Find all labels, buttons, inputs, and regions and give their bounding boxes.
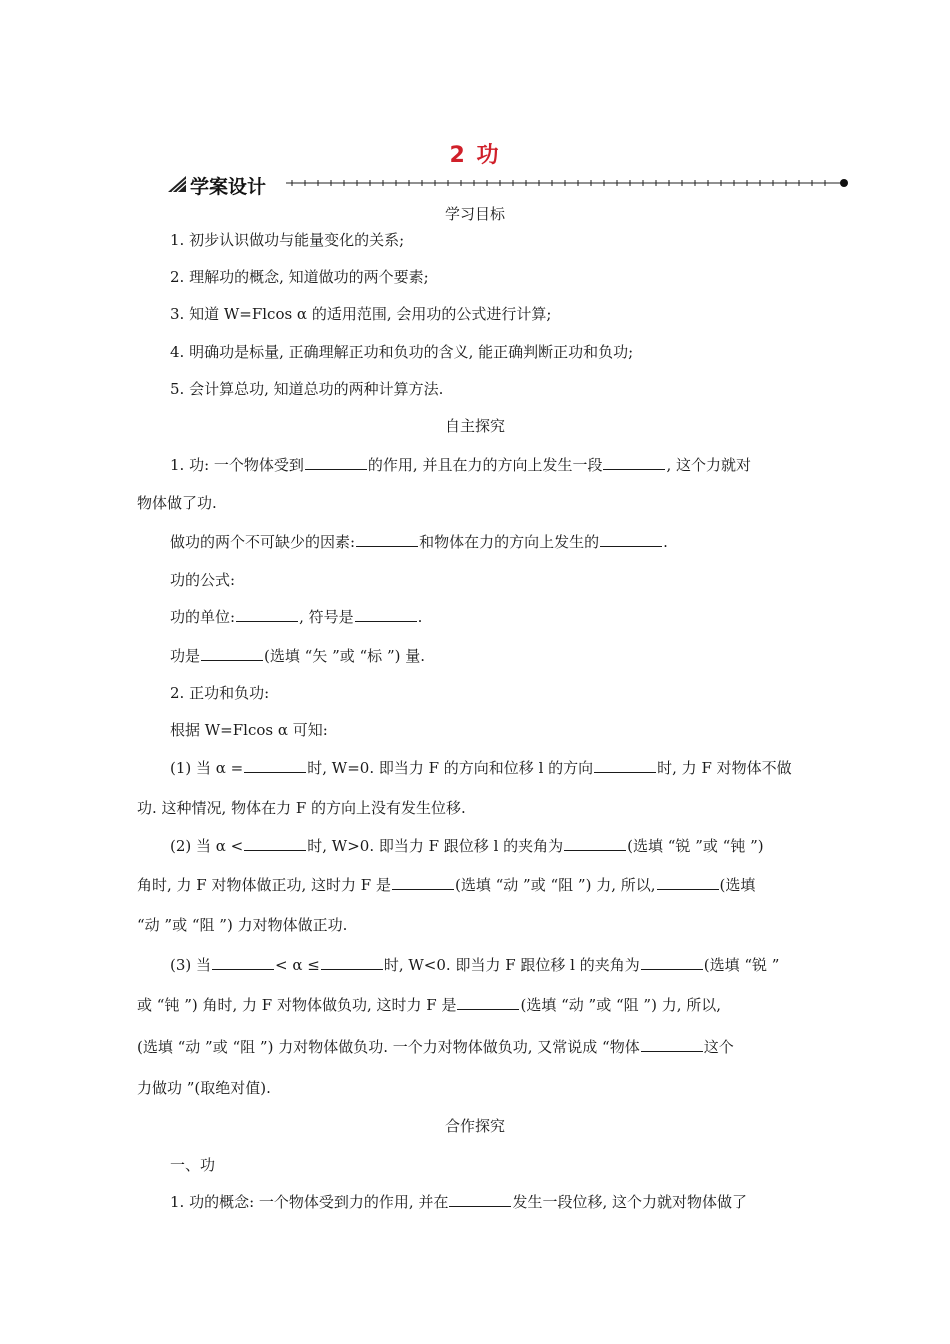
text: 时, W<0. 即当力 F 跟位移 l 的夹角为 bbox=[383, 956, 640, 974]
paragraph-line bbox=[170, 835, 764, 856]
paragraph-line bbox=[137, 1036, 734, 1057]
text: (选填 “动 ”或 “阻 ”) 力, 所以, bbox=[520, 996, 721, 1014]
text: . bbox=[417, 608, 423, 626]
text: 时, W=0. 即当力 F 的方向和位移 l 的方向 bbox=[307, 759, 594, 777]
fill-blank[interactable] bbox=[594, 758, 656, 773]
section-banner bbox=[168, 170, 850, 198]
text: , 符号是 bbox=[299, 608, 354, 626]
text: 时, 力 F 对物体不做 bbox=[657, 759, 792, 777]
text: 功的单位: bbox=[170, 608, 236, 626]
paragraph-line bbox=[137, 874, 755, 895]
text: 做功的两个不可缺少的因素: bbox=[170, 533, 356, 551]
text: 这个 bbox=[703, 1038, 734, 1056]
fill-blank[interactable] bbox=[449, 1192, 511, 1207]
dotted-rule-icon bbox=[286, 176, 850, 190]
paragraph-line bbox=[170, 757, 792, 778]
fill-blank[interactable] bbox=[392, 875, 454, 890]
text: 的作用, 并且在力的方向上发生一段 bbox=[367, 456, 603, 474]
paragraph-line: 2. 正功和负功: bbox=[170, 684, 270, 702]
text: (选填 “动 ”或 “阻 ”) 力对物体做负功. 一个力对物体做负功, 又常说成 “物体 bbox=[137, 1038, 640, 1056]
paragraph-line bbox=[170, 531, 668, 552]
fill-blank[interactable] bbox=[355, 607, 417, 622]
text: 角时, 力 F 对物体做正功, 这时力 F 是 bbox=[137, 876, 391, 894]
paragraph-line: “动 ”或 “阻 ”) 力对物体做正功. bbox=[137, 916, 348, 934]
fill-blank[interactable] bbox=[244, 758, 306, 773]
text: 时, W>0. 即当力 F 跟位移 l 的夹角为 bbox=[307, 837, 564, 855]
text: (3) 当 bbox=[170, 956, 212, 974]
text: 1. 功的概念: 一个物体受到力的作用, 并在 bbox=[170, 1193, 449, 1211]
goal-item: 3. 知道 W=Flcos α 的适用范围, 会用功的公式进行计算; bbox=[170, 305, 552, 323]
fill-blank[interactable] bbox=[236, 607, 298, 622]
text: , 这个力就对 bbox=[666, 456, 751, 474]
text: . bbox=[663, 533, 668, 551]
section-heading-goals: 学习目标 bbox=[444, 205, 505, 223]
triangle-mark-icon bbox=[168, 176, 186, 192]
goal-item: 5. 会计算总功, 知道总功的两种计算方法. bbox=[170, 380, 444, 398]
text: < α ≤ bbox=[275, 956, 320, 974]
text: 和物体在力的方向上发生的 bbox=[419, 533, 600, 551]
goal-item: 4. 明确功是标量, 正确理解正功和负功的含义, 能正确判断正功和负功; bbox=[170, 343, 634, 361]
page-title: 2 功 bbox=[449, 143, 501, 168]
text: 1. 功: 一个物体受到 bbox=[170, 456, 304, 474]
fill-blank[interactable] bbox=[600, 532, 662, 547]
fill-blank[interactable] bbox=[356, 532, 418, 547]
text: 功是 bbox=[170, 647, 201, 665]
section-heading-self: 自主探究 bbox=[444, 417, 505, 435]
subheading: 一、功 bbox=[170, 1156, 216, 1174]
fill-blank[interactable] bbox=[641, 955, 703, 970]
text: (选填 “锐 ”或 “钝 ”) bbox=[627, 837, 764, 855]
fill-blank[interactable] bbox=[603, 455, 665, 470]
fill-blank[interactable] bbox=[305, 455, 367, 470]
text: (2) 当 α < bbox=[170, 837, 244, 855]
text: 发生一段位移, 这个力就对物体做了 bbox=[512, 1193, 747, 1211]
section-heading-coop: 合作探究 bbox=[444, 1117, 505, 1135]
fill-blank[interactable] bbox=[201, 646, 263, 661]
fill-blank[interactable] bbox=[244, 836, 306, 851]
fill-blank[interactable] bbox=[564, 836, 626, 851]
text: (选填 “锐 ” bbox=[703, 956, 780, 974]
fill-blank[interactable] bbox=[641, 1037, 703, 1052]
fill-blank[interactable] bbox=[457, 995, 519, 1010]
banner-label: 学案设计 bbox=[190, 176, 267, 198]
fill-blank[interactable] bbox=[321, 955, 383, 970]
paragraph-line: 功. 这种情况, 物体在力 F 的方向上没有发生位移. bbox=[137, 799, 466, 817]
paragraph-line bbox=[170, 645, 425, 666]
fill-blank[interactable] bbox=[657, 875, 719, 890]
paragraph-line bbox=[170, 454, 751, 475]
text: (选填 “动 ”或 “阻 ”) 力, 所以, bbox=[454, 876, 656, 894]
goal-item: 1. 初步认识做功与能量变化的关系; bbox=[170, 231, 405, 249]
text: (选填 bbox=[719, 876, 756, 894]
paragraph-line: 功的公式: bbox=[170, 571, 236, 589]
paragraph-line: 根据 W=Flcos α 可知: bbox=[170, 721, 328, 739]
text: 或 “钝 ”) 角时, 力 F 对物体做负功, 这时力 F 是 bbox=[137, 996, 457, 1014]
paragraph-line: 物体做了功. bbox=[137, 494, 217, 512]
paragraph-line: 力做功 ”(取绝对值). bbox=[137, 1079, 271, 1097]
text: (选填 “矢 ”或 “标 ”) 量. bbox=[264, 647, 426, 665]
paragraph-line bbox=[170, 606, 422, 627]
paragraph-line bbox=[170, 954, 779, 975]
paragraph-line bbox=[170, 1191, 747, 1212]
fill-blank[interactable] bbox=[212, 955, 274, 970]
text: (1) 当 α = bbox=[170, 759, 244, 777]
goal-item: 2. 理解功的概念, 知道做功的两个要素; bbox=[170, 268, 429, 286]
paragraph-line bbox=[137, 994, 721, 1015]
